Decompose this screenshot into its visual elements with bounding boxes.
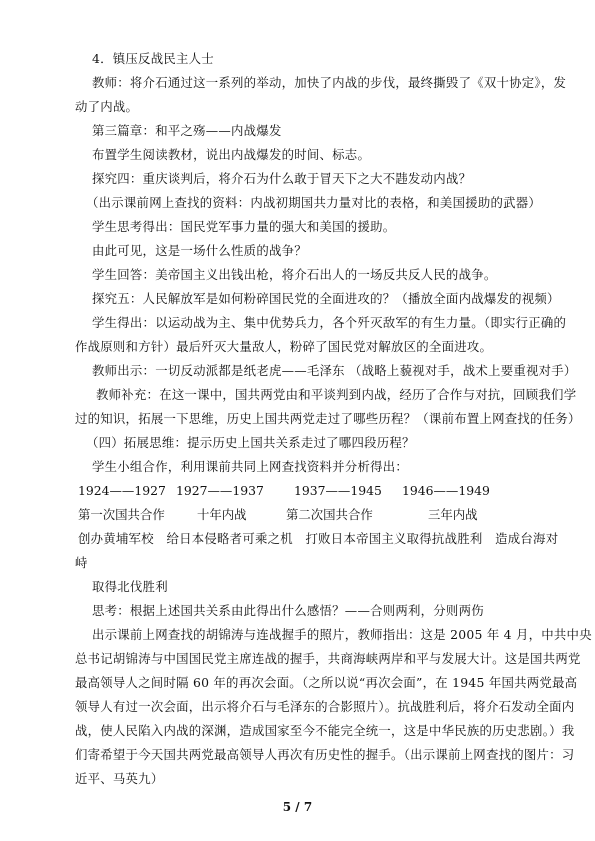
paragraph-line: 创办黄埔军校 给日本侵略者可乘之机 打败日本帝国主义取得抗战胜利 造成台海对 bbox=[78, 531, 559, 546]
chapter-heading: 第三篇章：和平之殇——内战爆发 bbox=[92, 123, 282, 138]
paragraph-line: 过的知识，拓展一下思维，历史上国共两党走过了哪些历程？（课前布置上网查找的任务） bbox=[75, 411, 581, 426]
page-number: 5 / 7 bbox=[282, 800, 313, 814]
paragraph-line: 领导人有过一次会面，出示将介石与毛泽东的合影照片）。抗战胜利后，将介石发动全面内 bbox=[75, 699, 575, 714]
paragraph-line: 们寄希望于今天国共两党最高领导人再次有历史性的握手。（出示课前上网查找的图片：习 bbox=[75, 747, 575, 762]
paragraph-line: 作战原则和方针）最后歼灭大量敌人，粉碎了国民党对解放区的全面进攻。 bbox=[75, 339, 493, 354]
paragraph-line: （出示课前网上查找的资料：内战初期国共力量对比的表格，和美国援助的武器） bbox=[86, 195, 542, 210]
period-year: 1924——1927 bbox=[78, 483, 166, 498]
paragraph-line: 出示课前上网查找的胡锦涛与连战握手的照片，教师指出：这是 2005 年 4 月，中共中央 bbox=[92, 627, 592, 642]
paragraph-line: 学生思考得出：国民党军事力量的强大和美国的援助。 bbox=[92, 219, 396, 234]
paragraph-line: 峙 bbox=[75, 555, 88, 570]
paragraph-line: 布置学生阅读教材，说出内战爆发的时间、标志。 bbox=[92, 147, 371, 162]
section-heading: 4．镇压反战民主人士 bbox=[92, 51, 214, 66]
paragraph-line: 由此可见，这是一场什么性质的战争？ bbox=[92, 243, 307, 258]
paragraph-line: 最高领导人之间时隔 60 年的再次会面。（之所以说“再次会面”，在 1945 年国共两党最高 bbox=[75, 675, 578, 690]
paragraph-line: 思考：根据上述国共关系由此得出什么感悟？——合则两利，分则两伤 bbox=[92, 603, 484, 618]
paragraph-line: 动了内战。 bbox=[75, 99, 139, 114]
paragraph-line: 学生得出：以运动战为主、集中优势兵力，各个歼灭敌军的有生力量。（即实行正确的 bbox=[92, 315, 567, 330]
paragraph-line: 学生小组合作，利用课前共同上网查找资料并分析得出： bbox=[92, 459, 409, 474]
period-year: 1927——1937 bbox=[176, 483, 264, 498]
paragraph-line: 探究五：人民解放军是如何粉碎国民党的全面进攻的？（播放全面内战爆发的视频） bbox=[92, 291, 560, 306]
paragraph-line: （四）拓展思维：提示历史上国共关系走过了哪四段历程？ bbox=[86, 435, 415, 450]
period-year: 1946——1949 bbox=[402, 483, 490, 498]
paragraph-line: 探究四：重庆谈判后，将介石为什么敢于冒天下之大不韪发动内战？ bbox=[92, 171, 472, 186]
period-name: 十年内战 bbox=[197, 507, 247, 522]
paragraph-line: 教师出示：一切反动派都是纸老虎——毛泽东 （战略上藐视对手，战术上要重视对手） bbox=[92, 363, 577, 378]
paragraph-line: 教师补充：在这一课中，国共两党由和平谈判到内战，经历了合作与对抗，回顾我们学 bbox=[96, 387, 577, 402]
period-name: 三年内战 bbox=[428, 507, 478, 522]
period-name: 第二次国共合作 bbox=[286, 507, 373, 522]
paragraph-line: 取得北伐胜利 bbox=[92, 579, 168, 594]
paragraph-line: 总书记胡锦涛与中国国民党主席连战的握手，共商海峡两岸和平与发展大计。这是国共两党 bbox=[75, 651, 581, 666]
paragraph-line: 教师：将介石通过这一系列的举动，加快了内战的步伐，最终撕毁了《双十协定》，发 bbox=[92, 75, 567, 90]
paragraph-line: 学生回答：美帝国主义出钱出枪，将介石出人的一场反共反人民的战争。 bbox=[92, 267, 497, 282]
period-year: 1937——1945 bbox=[294, 483, 382, 498]
paragraph-line: 战，使人民陷入内战的深渊，造成国家至今不能完全统一，这是中华民族的历史悲剧。）我 bbox=[75, 723, 575, 738]
period-name: 第一次国共合作 bbox=[78, 507, 165, 522]
paragraph-line: 近平、马英九） bbox=[75, 771, 164, 786]
